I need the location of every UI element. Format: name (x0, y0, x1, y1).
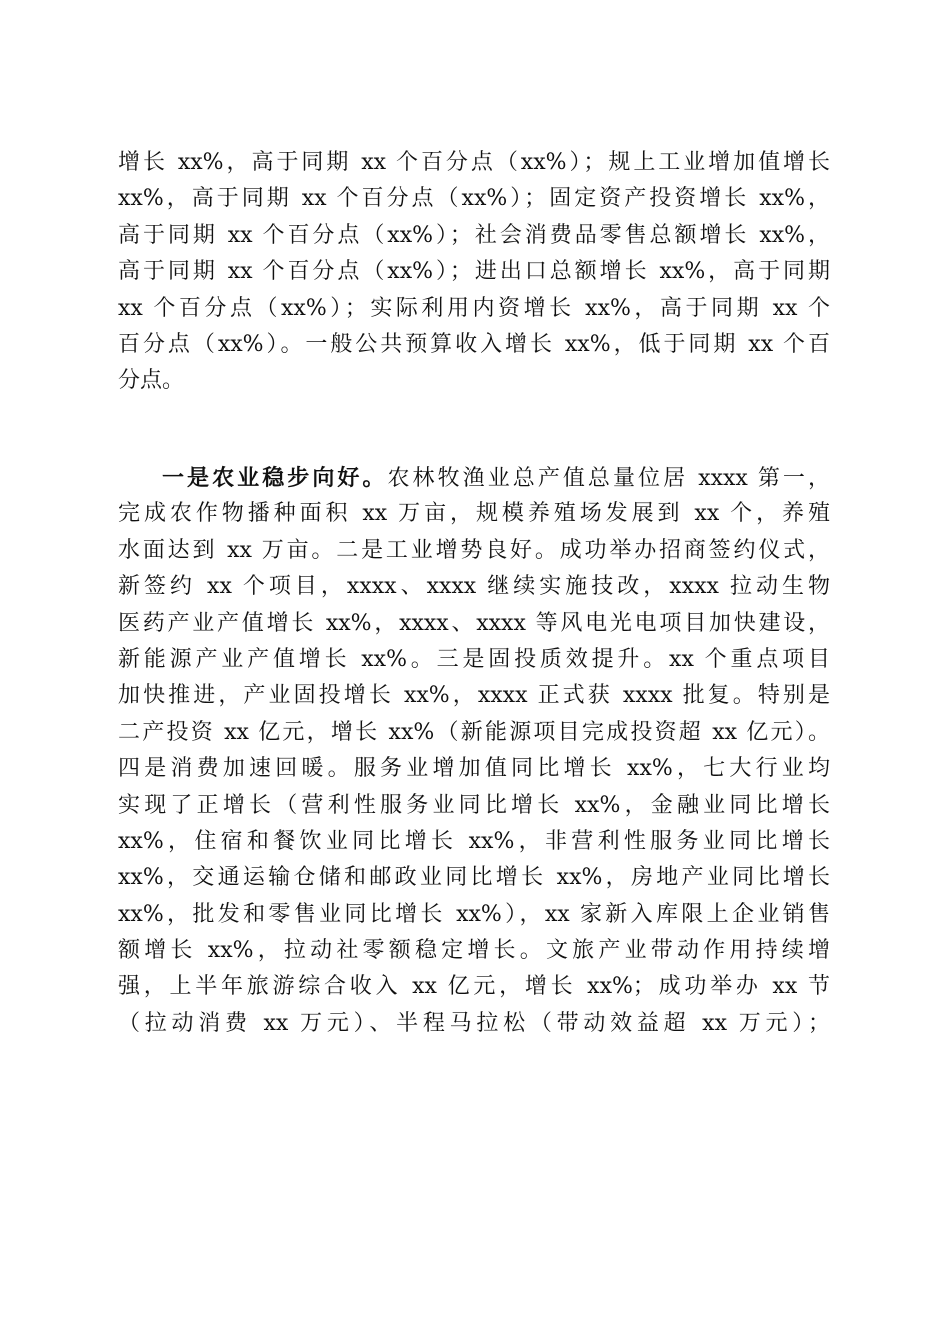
text-line: 强，上半年旅游综合收入 xx 亿元，增长 xx%；成功举办 xx 节 (118, 974, 830, 1000)
paragraph-lead-heading: 一是农业稳步向好。 (162, 465, 388, 491)
text-line: 新签约 xx 个项目，xxxx、xxxx 继续实施技改，xxxx 拉动生物 (118, 574, 830, 600)
text-line: 实现了正增长（营利性服务业同比增长 xx%，金融业同比增长 (118, 792, 830, 818)
first-line-text: 农林牧渔业总产值总量位居 xxxx 第一， (387, 466, 830, 491)
text-line: 加快推进，产业固投增长 xx%，xxxx 正式获 xxxx 批复。特别是 (118, 683, 830, 709)
text-line: 高于同期 xx 个百分点（xx%）；社会消费品零售总额增长 xx%， (118, 222, 830, 248)
text-line: 分点。 (118, 368, 185, 394)
text-line: （拉动消费 xx 万元）、半程马拉松（带动效益超 xx 万元）； (118, 1010, 830, 1036)
text-line: 二产投资 xx 亿元，增长 xx%（新能源项目完成投资超 xx 亿元）。 (118, 719, 830, 745)
text-line: 新能源产业产值增长 xx%。三是固投质效提升。xx 个重点项目 (118, 646, 830, 672)
text-line: xx%，交通运输仓储和邮政业同比增长 xx%，房地产业同比增长 (118, 865, 830, 891)
text-line: xx%，住宿和餐饮业同比增长 xx%，非营利性服务业同比增长 (118, 828, 830, 854)
paragraph-economic-indicators (118, 145, 830, 400)
text-line: 四是消费加速回暖。服务业增加值同比增长 xx%，七大行业均 (118, 756, 830, 782)
text-line: 额增长 xx%，拉动社零额稳定增长。文旅产业带动作用持续增 (118, 938, 830, 964)
text-line: 增长 xx%，高于同期 xx 个百分点（xx%）；规上工业增加值增长 (118, 150, 830, 175)
paragraph-sector-highlights (118, 460, 830, 1042)
text-line: 百分点（xx%）。一般公共预算收入增长 xx%，低于同期 xx 个百 (118, 331, 830, 357)
text-line: xx%，高于同期 xx 个百分点（xx%）；固定资产投资增长 xx%， (118, 186, 830, 212)
text-line: 医药产业产值增长 xx%，xxxx、xxxx 等风电光电项目加快建设， (118, 610, 830, 636)
text-line: xx%，批发和零售业同比增长 xx%），xx 家新入库限上企业销售 (118, 901, 830, 927)
text-line: xx 个百分点（xx%）；实际利用内资增长 xx%，高于同期 xx 个 (118, 295, 830, 321)
text-line-first (118, 460, 830, 496)
text-line: 完成农作物播种面积 xx 万亩，规模养殖场发展到 xx 个，养殖 (118, 501, 830, 527)
text-line: 高于同期 xx 个百分点（xx%）；进出口总额增长 xx%，高于同期 (118, 259, 830, 285)
text-line: 水面达到 xx 万亩。二是工业增势良好。成功举办招商签约仪式， (118, 537, 830, 563)
